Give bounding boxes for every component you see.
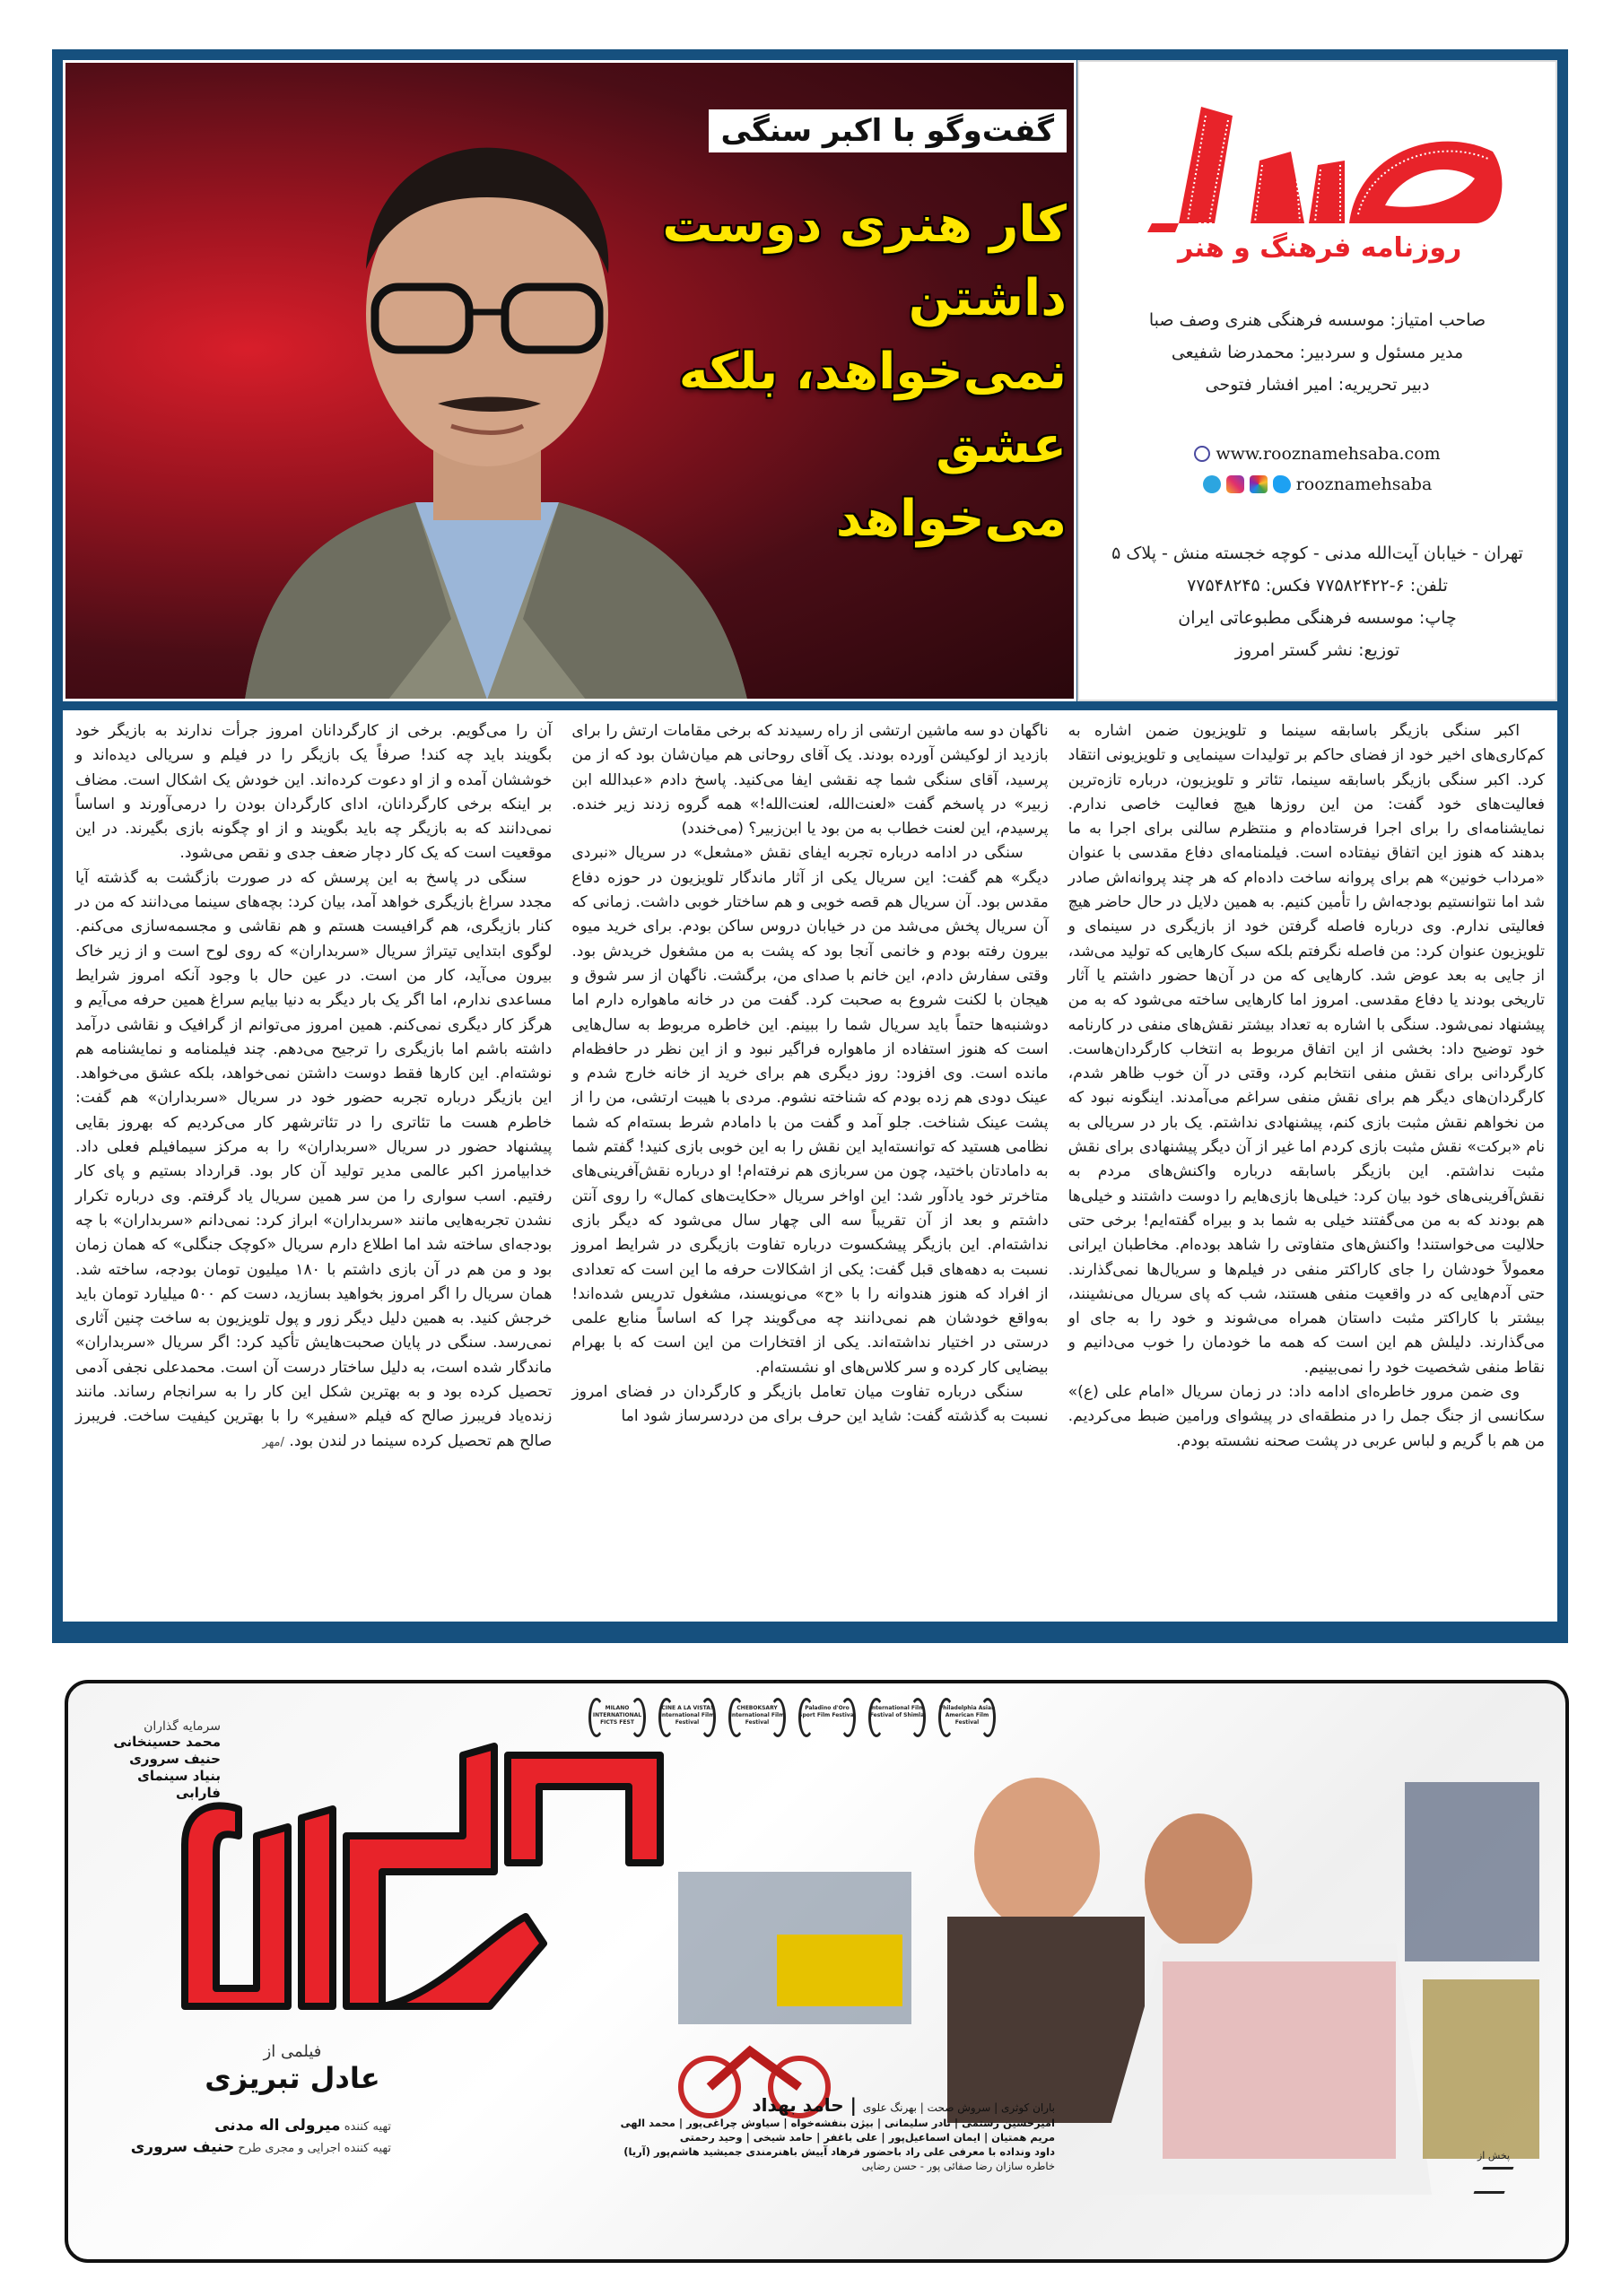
film-advertisement bbox=[65, 1680, 1569, 2263]
laurel-icon: CINE A LA VISTA! International Film Festival bbox=[658, 1694, 716, 1737]
article-body bbox=[63, 710, 1557, 1622]
phone-fax: تلفن: ۶-۷۷۵۸۲۴۲۲ فکس: ۷۷۵۴۸۲۴۵ bbox=[1187, 576, 1448, 596]
director-label: فیلمی از bbox=[263, 2042, 322, 2061]
ad-producers bbox=[122, 2116, 391, 2159]
instagram-icon[interactable] bbox=[1226, 475, 1244, 493]
distributor bbox=[1458, 2150, 1529, 2199]
cast-line: باران کوثری | سروش صحت | بهرنگ علوی bbox=[862, 2101, 1055, 2114]
paragraph: سنگی درباره تفاوت میان تعامل بازیگر و کارگردان در فضای امروز نسبت به گذشته گفت: شاید این حرف برای من دردسرساز شود اما bbox=[571, 1383, 1049, 1426]
license-holder: صاحب امتیاز: موسسه فرهنگی هنری وصف صبا bbox=[1148, 310, 1486, 330]
telegram-icon[interactable] bbox=[1203, 475, 1221, 493]
article-headline bbox=[636, 188, 1067, 556]
globe-icon bbox=[1194, 446, 1210, 462]
memory-makers: خاطره سازان رضا صفائی پور - حسن رضایی bbox=[861, 2160, 1055, 2172]
investors-label: سرمایه گذاران bbox=[144, 1719, 221, 1734]
producer-name: میرولی اله مدنی bbox=[214, 2117, 341, 2135]
laurel-icon: Philadelphia Asian American Film Festival bbox=[938, 1694, 996, 1737]
investor-name: محمد حسینخانی bbox=[113, 1734, 221, 1750]
address: تهران - خیابان آیت‌الله مدنی - کوچه خجسته منش - پلاک ۵ bbox=[1111, 544, 1523, 563]
exec-producer-name: حنیف سروری bbox=[130, 2138, 235, 2156]
film-reel-logo-icon bbox=[1116, 89, 1520, 232]
film-title-logo bbox=[167, 1737, 669, 2024]
paragraph: ناگهان دو سه ماشین ارتشی از راه رسیدند که برخی مقامات ارتش را برای بازدید از لوکیشن آورده بودند. یک آقای روحانی هم میان‌شان بود که از من پرسید، آقای سنگی شما چه نقشی ایفا می‌کنید. پاسخ دادم «عبدالله ابن زبیر» در پاسخم گفت «لعنت‌الله، لعنت‌الله!» همه گروه زدند زیر خنده. پرسیدم، این لعنت خطاب به من بود یا ابن‌زبیر؟ (می‌خندد) bbox=[571, 722, 1049, 839]
news-source: /مهر bbox=[262, 1435, 284, 1449]
cast-line: داود ونداده با معرفی علی راد باحضور فرهاد آییش باهنرمندی جمیشید هاشم‌پور (آریا) bbox=[623, 2145, 1055, 2158]
top-row bbox=[63, 60, 1557, 701]
logo-subtitle: روزنامه فرهنگ و هنر bbox=[1178, 232, 1462, 264]
cast-line: امیرحسین رستمی | نادر سلیمانی | بیژن بنفشه‌خواه | سیاوش چراغی‌پور | محمد الهی bbox=[620, 2117, 1055, 2129]
masthead bbox=[1077, 60, 1557, 701]
article-column-3 bbox=[75, 719, 552, 1613]
distribution: توزیع: نشر گستر امروز bbox=[1234, 640, 1400, 660]
headline-line-1: کار هنری دوست داشتن bbox=[662, 196, 1067, 327]
paragraph: وی ضمن مرور خاطره‌ای ادامه داد: در زمان سریال «امام علی (ع)» سکانسی از جنگ جمل را در منطقه‌ای در پیشوای ورامین ضبط می‌کردیم. من هم با گریم و لباس عربی در پشت صحنه نشسته بودم. bbox=[1068, 1383, 1545, 1450]
exec-producer-label: تهیه کننده اجرایی و مجری طرح bbox=[238, 2142, 391, 2155]
ad-director bbox=[203, 2042, 382, 2095]
paragraph: اکبر سنگی بازیگر باسابقه سینما و تلویزیون ضمن اشاره به کم‌کاری‌های اخیر خود از فضای حاکم بر تولیدات سینمایی و تلویزیونی انتقاد کرد. اکبر سنگی بازیگر باسابقه سینما، تئاتر و تلویزیون، درباره تازه‌ترین فعالیت‌های خود گفت: من این روزها هیچ فعالیت خاصی ندارم. نمایشنامه‌ای را برای اجرا فرستاده‌ام و منتظرم سالنی برای اجرا به ما بدهند که هنوز این اتفاق نیفتاده است. فیلمنامه‌ای دفاع مقدسی با عنوان «مرداب خونین» هم برای پروانه ساخت داده‌ام که هر چند پروانه‌اش صادر شد اما نتوانستیم بودجه‌اش را تأمین کنیم. به همین دلایل در حال حاضر هیچ فعالیتی ندارم. وی درباره فاصله گرفتن خود از بازیگری در سینمای و تلویزیون عنوان کرد: من فاصله نگرفتم بلکه سبک کارهایی که تولید می‌شد، از جایی به بعد عوض شد. کارهایی که من در آن‌ها حضور داشتم یا آثار تاریخی بودند یا دفاع مقدسی. امروز اما کارهایی ساخته می‌شود که به من پیشنهاد نمی‌شود. سنگی با اشاره به تعداد بیشتر نقش‌های منفی در کارنامه خود توضیح داد: بخشی از این اتفاق مربوط به انتخاب کارگردان‌هاست. کارگردانی برای نقش منفی انتخابم کرد، وقتی در آن خوب ظاهر شدم، کارگردان‌های دیگر هم برای نقش منفی سراغم می‌آمدند. اینگونه نبود که من نخواهم نقش مثبت بازی کنم، پیشنهادی نداشتم. یک بار در سریالی به نام «برکت» نقش مثبت بازی کردم اما غیر از آن دیگر پیشنهادی برای نقش مثبت نداشتم. این بازیگر باسابقه درباره واکنش‌های مردم به نقش‌آفرینی‌های خود بیان کرد: خیلی‌ها بازی‌هایم را دوست داشتند و خیلی‌ها هم بودند که به من می‌گفتند خیلی به شما بد و بیراه گفته‌ایم! برخی حتی حلالیت می‌خواستند! واکنش‌های متفاوتی را شاهد بوده‌ام. مخاطبان ایرانی معمولاً خودشان را جای کاراکتر منفی در فیلم‌ها و سریال‌ها نمی‌گذارند. حتی آدم‌هایی که در واقعیت منفی هستند، شب که پای سریال می‌نشینند، بیشتر با کاراکتر مثبت داستان همراه می‌شوند و خود را به جای او می‌گذارند. دلیلش هم این است که همه ما خودمان را خوب می‌دانیم و نقاط منفی شخصیت خود را نمی‌بینیم. bbox=[1068, 722, 1545, 1377]
twitter-icon[interactable] bbox=[1273, 475, 1291, 493]
investor-name: بنیاد سینمای فارابی bbox=[137, 1768, 221, 1801]
article-column-1 bbox=[1068, 719, 1545, 1613]
laurel-icon: International Film Festival of Shimla bbox=[868, 1694, 926, 1737]
paragraph: آن را می‌گویم. برخی از کارگردانان امروز جرأت ندارند به بازیگر خود بگویند باید چه کند! صرفاً یک بازیگر را در فیلم و سریالی دیده‌اند و خوششان آمده و از او دعوت کرده‌اند. این خودش یک اشکال است. مضاف بر اینکه برخی کارگردانان، ادای کارگردان بودن را درمی‌آورند و اساساً نمی‌دانند که به بازیگر چه باید بگویند و از او چگونه بازی بگیرند. در این موقعیت است که یک کار دچار ضعف جدی و نقص می‌شود. bbox=[75, 722, 553, 863]
director-name: عادل تبریزی bbox=[205, 2061, 380, 2095]
newspaper-logo bbox=[1079, 62, 1556, 304]
managing-editor: مدیر مسئول و سردبیر: محمدرضا شفیعی bbox=[1171, 343, 1464, 362]
distributor-logo-icon bbox=[1474, 2167, 1514, 2194]
paragraph: سنگی در پاسخ به این پرسش که در صورت بازگشت به گذشته آیا مجدد سراغ بازیگری خواهد آمد، بیان کرد: بچه‌های سینما می‌دانند که من در کنار بازیگری، هم گرافیست هستم و هم نقاشی و مجسمه‌سازی می‌کنم. لوگوی ابتدایی تیتراژ سریال «سربداران» که روی لوح است و از زیر خاک بیرون می‌آید، کار من است. در عین حال با وجود آنکه امروز شرایط مساعدی ندارم، اما اگر یک بار دیگر به دنیا بیایم سراغ همین حرفه می‌آیم و هرگز کار دیگری نمی‌کنم. همین امروز می‌توانم از گرافیک و نقاشی درآمد داشته باشم اما بازیگری را ترجیح می‌دهم. چند فیلمنامه و نمایشنامه هم نوشته‌ام. این کارها فقط دوست داشتن نمی‌خواهد، بلکه عشق می‌خواهد. این بازیگر درباره تجربه حضور خود در سریال «سربداران» هم گفت: خاطرم هست ما تئاتری را در تئاترشهر کار می‌کردیم که بهروز بقایی پیشنهاد حضور در سریال «سربداران» را به مرکز سیمافیلم فعلی داد. خدابیامرز اکبر عالمی مدیر تولید آن کار بود. قرارداد بستیم و پای کار رفتیم. اسب سواری را من سر همین سریال یاد گرفتم. وی درباره تکرار نشدن تجربه‌هایی مانند «سربداران» ابراز کرد: نمی‌دانم «سربداران» با چه بودجه‌ای ساخته شد اما اطلاع دارم سریال «کوچک جنگلی» که همان زمان بود و من هم در آن بازی داشتم با ۱۸۰ میلیون تومان بودجه، ساخته شد. همان سریال را اگر امروز بخواهید بسازید، دست کم ۵۰۰ میلیارد تومان باید خرجش کنید. به همین دلیل دیگر زور و پول تلویزیون به ساخت چنین آثاری نمی‌رسد. سنگی در پایان صحبت‌هایش تأکید کرد: اگر سریال «سربداران» ماندگار شده است، به دلیل ساختار درست آن است. محمدعلی نجفی آدمی تحصیل کرده بود و به بهترین شکل این کار را به سرانجام رساند. مانند زنده‌یاد فریبرز صالح که فیلم «سفیر» را با بهترین کیفیت ساخت. فریبرز صالح هم تحصیل کرده سینما در لندن بود. bbox=[75, 868, 553, 1450]
headline-line-3: می‌خواهد bbox=[835, 490, 1067, 548]
editorial-secretary: دبیر تحریریه: امیر افشار فتوحی bbox=[1205, 375, 1430, 395]
laurel-icon: MILANO INTERNATIONAL FICTS FEST bbox=[588, 1694, 646, 1737]
investor-name: حنیف سروری bbox=[129, 1751, 221, 1767]
paragraph: سنگی در ادامه درباره تجربه ایفای نقش «مشعل» در سریال «نبردی دیگر» هم گفت: این سریال یکی از آثار ماندگار تلویزیون در حوزه دفاع مقدس بود. آن سریال هم قصه خوبی و هم ساختار خوبی داشت. زمانی که آن سریال پخش می‌شد من در خیابان دروس ساکن بودم. برای خرید میوه بیرون رفته بودم و خانمی آنجا بود که پشت به من مشغول خریدش بود. وقتی سفارش دادم، این خانم با صدای من، برگشت. ناگهان از سر شوق و هیجان با لکنت شروع به صحبت کرد. گفت من در خانه ماهواره دارم اما دوشنبه‌ها حتماً باید سریال شما را ببینم. این خاطره مربوط به سال‌هایی است که هنوز استفاده از ماهواره فراگیر نبود و از این نظر در حافظه‌ام مانده است. وی افزود: روز دیگری هم برای خرید از خانه خارج شدم و عینک دودی هم زده بودم که شناخته نشوم. مردی با هیبت ارتشی، من را از پشت عینک شناخت. جلو آمد و گفت من با دامادم شرط بسته‌ام که شما نظامی هستید که توانسته‌اید این نقش را به این خوبی بازی کنید! گفتم شما به دامادتان باختید، چون من سربازی هم نرفته‌ام! او درباره نقش‌آفرینی‌های متاخرتر خود یادآور شد: این اواخر سریال «حکایت‌های کمال» را روی آنتن داشتم و بعد از آن تقریباً سه الی چهار سال می‌شود که دیگر بازی نداشته‌ام. این بازیگر پیشکسوت درباره تفاوت بازیگری در شرایط امروز نسبت به دهه‌های قبل گفت: یکی از اشکالات حرفه ما این است که تعدادی از افراد که هنوز هندوانه را با «ح» می‌نویسند، مشغول تدریس شده‌اند! به‌واقع خودشان هم نمی‌دانند چه می‌گویند چرا که اساساً منابع علمی درستی در اختیار نداشته‌اند. یکی از افتخارات من این است که با بهرام بیضایی کار کرده و سر کلاس‌های او نشسته‌ام. bbox=[571, 844, 1049, 1377]
cast-line: مریم همتیان | ایمان اسماعیل‌پور | علی باغفر | حامد شیخی | وحید رحمتی bbox=[679, 2131, 1055, 2144]
website-link[interactable]: www.rooznamehsaba.com bbox=[1216, 444, 1441, 464]
laurel-icon: Paladino d'Oro Sport Film Festival bbox=[798, 1694, 856, 1737]
rubika-icon[interactable] bbox=[1250, 475, 1268, 493]
social-handle[interactable]: rooznamehsaba bbox=[1295, 474, 1433, 494]
article-kicker: گفت‌وگو با اکبر سنگی bbox=[709, 109, 1067, 152]
printing-house: چاپ: موسسه فرهنگی مطبوعاتی ایران bbox=[1178, 608, 1457, 628]
headline-line-2: نمی‌خواهد، بلکه عشق bbox=[678, 343, 1067, 474]
ad-cast-credits: باران کوثری | سروش صحت | بهرنگ علوی | حامد بهداد امیرحسین رستمی | نادر سلیمانی | بیژن بنفشه‌خواه | سیاوش چراغی‌پور | محمد الهی مریم همتیان | ایمان اسماعیل‌پور | علی باغفر | حامد شیخی | وحید رحمتی داود ونداده با معرفی علی راد باحضور فرهاد آییش باهنرمندی جمیشید هاشم‌پور (آریا) خاطره سازان رضا صفائی پور - حسن رضایی bbox=[620, 2094, 1055, 2172]
festival-laurels bbox=[588, 1694, 996, 1737]
producer-label: تهیه کننده bbox=[344, 2120, 391, 2134]
article-column-2 bbox=[571, 719, 1048, 1613]
lead-actor: حامد بهداد bbox=[752, 2094, 844, 2116]
distribution-label: پخش از bbox=[1477, 2150, 1511, 2161]
laurel-icon: CHEBOKSARY International Film Festival bbox=[728, 1694, 786, 1737]
feature-photo bbox=[63, 60, 1076, 701]
newspaper-page-frame bbox=[52, 49, 1568, 1643]
paragraph-with-source bbox=[75, 866, 552, 1455]
social-row bbox=[1079, 469, 1556, 500]
website-row bbox=[1079, 439, 1556, 469]
